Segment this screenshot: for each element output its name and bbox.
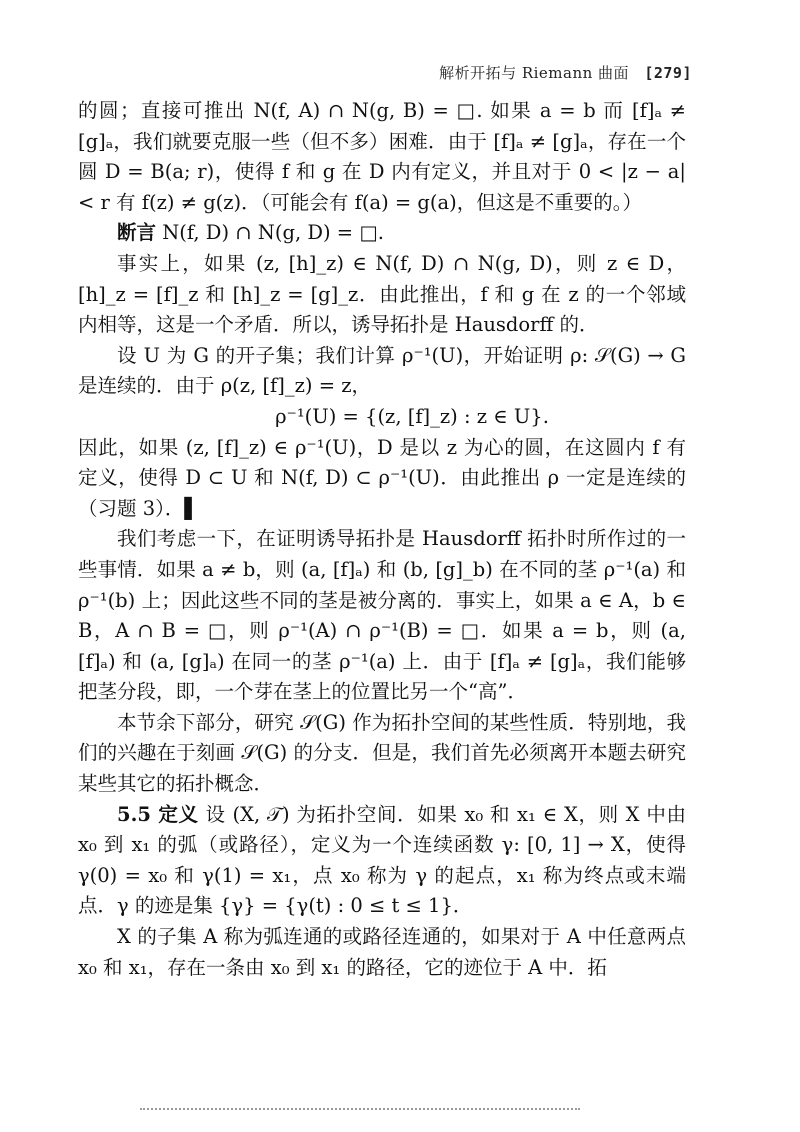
section-remainder-paragraph: 本节余下部分，研究 𝒮(G) 作为拓扑空间的某些性质．特别地，我们的兴趣在于刻画 𝒮(G) 的分支．但是，我们首先必须离开本题去研究某些其它的拓扑概念． (78, 710, 686, 796)
proof-paragraph-hausdorff: 事实上，如果 (z, [h]_z) ∈ N(f, D) ∩ N(g, D)，则 z ∈ D，[h]_z = [f]_z 和 [h]_z = [g]_z．由此推出，f 和 g 在 z 的一个邻域内相等，这是一个矛盾．所以，诱导拓扑是 Hausdorff 的． (78, 251, 686, 337)
assertion-paragraph (78, 218, 686, 249)
discussion-paragraph: 我们考虑一下，在证明诱导拓扑是 Hausdorff 拓扑时所作过的一些事情．如果 a ≠ b，则 (a, [f]ₐ) 和 (b, [g]_b) 在不同的茎 ρ⁻¹(a) 和 ρ⁻¹(b) 上；因此这些不同的茎是被分离的．事实上，如果 a ∈ A，b ∈ B，A ∩ B = □，则 ρ⁻¹(A) ∩ ρ⁻¹(B) = □．如果 a = b，则 (a, [f]ₐ) 和 (a, [g]ₐ) 在同一的茎 ρ⁻¹(a) 上．由于 [f]ₐ ≠ [g]ₐ，我们能够把茎分段，即，一个芽在茎上的位置比另一个“高”． (78, 527, 686, 704)
running-title: 解析开拓与 Riemann 曲面 (439, 64, 630, 82)
scan-artifact-dots (140, 1108, 580, 1116)
page-number: [279] (644, 64, 692, 82)
page-body (78, 96, 686, 983)
definition-text: 设 (X, 𝒯) 为拓扑空间．如果 x₀ 和 x₁ ∈ X，则 X 中由 x₀ 到 x₁ 的弧（或路径），定义为一个连续函数 γ: [0, 1] → X，使得 γ(0) = x₀ 和 γ(1) = x₁，点 x₀ 称为 γ 的起点，x₁ 称为终点或末端点．γ 的迹是集 {γ} = {γ(t) : 0 ≤ t ≤ 1}． (78, 802, 687, 918)
definition-label: 5.5 定义 (117, 802, 199, 826)
display-formula: ρ⁻¹(U) = {(z, [f]_z) : z ∈ U}. (275, 404, 549, 428)
assertion-text: N(f, D) ∩ N(g, D) = □. (162, 221, 384, 245)
arc-connected-paragraph: X 的子集 A 称为弧连通的或路径连通的，如果对于 A 中任意两点 x₀ 和 x₁，存在一条由 x₀ 到 x₁ 的路径，它的迹位于 A 中．拓 (78, 925, 686, 979)
proof-paragraph-continuity: 设 U 为 G 的开子集；我们计算 ρ⁻¹(U)，开始证明 ρ: 𝒮(G) → G 是连续的．由于 ρ(z, [f]_z) = z， (78, 343, 686, 398)
running-header (439, 62, 692, 83)
paragraph-continuation: 的圆；直接可推出 N(f, A) ∩ N(g, B) = □. 如果 a = b 而 [f]ₐ ≠ [g]ₐ，我们就要克服一些（但不多）困难．由于 [f]ₐ ≠ [g]ₐ，存在一个圆 D = B(a; r)，使得 f 和 g 在 D 内有定义，并且对于 0 < |z − a| < r 有 f(z) ≠ g(z)．（可能会有 f(a) = g(a)，但这是不重要的。） (78, 99, 686, 214)
definition-paragraph (78, 800, 686, 922)
assertion-label: 断言 (117, 221, 157, 245)
proof-paragraph-conclusion: 因此，如果 (z, [f]_z) ∈ ρ⁻¹(U)，D 是以 z 为心的圆，在这圆内 f 有定义，使得 D ⊂ U 和 N(f, D) ⊂ ρ⁻¹(U)．由此推出 ρ 一定是连续的（习题 3）．▌ (78, 435, 686, 520)
